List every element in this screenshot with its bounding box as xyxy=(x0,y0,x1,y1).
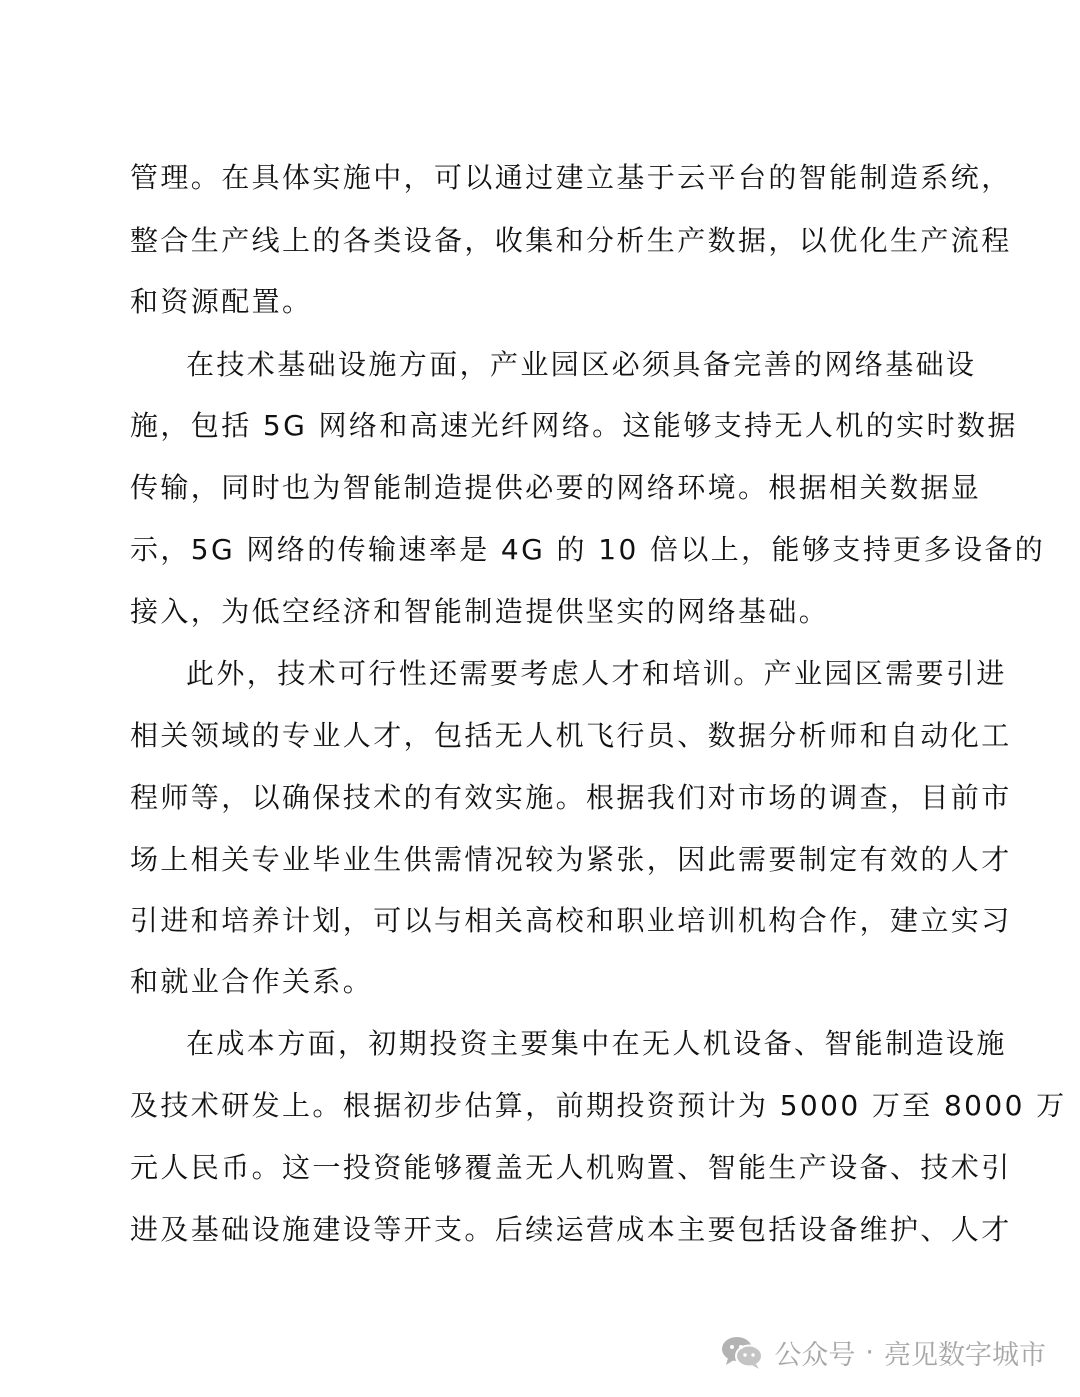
paragraph-start-line: 在技术基础设施方面，产业园区必须具备完善的网络基础设 xyxy=(186,348,977,381)
wechat-icon xyxy=(720,1334,764,1370)
text-line: 相关领域的专业人才，包括无人机飞行员、数据分析师和自动化工 xyxy=(130,719,1012,752)
text-line: 管理。在具体实施中，可以通过建立基于云平台的智能制造系统， xyxy=(130,161,1012,194)
text-line: 场上相关专业毕业生供需情况较为紧张，因此需要制定有效的人才 xyxy=(130,843,1012,876)
text-line: 接入，为低空经济和智能制造提供坚实的网络基础。 xyxy=(130,595,830,628)
text-line: 整合生产线上的各类设备，收集和分析生产数据，以优化生产流程 xyxy=(130,224,1012,257)
watermark-label: 公众号 xyxy=(774,1339,856,1371)
text-line: 施，包括 5G 网络和高速光纤网络。这能够支持无人机的实时数据 xyxy=(130,409,1018,442)
text-line: 元人民币。这一投资能够覆盖无人机购置、智能生产设备、技术引 xyxy=(130,1151,1012,1184)
text-line: 和资源配置。 xyxy=(130,285,313,318)
watermark-separator: · xyxy=(865,1336,874,1368)
text-line: 引进和培养计划，可以与相关高校和职业培训机构合作，建立实习 xyxy=(130,904,1012,937)
text-line: 传输，同时也为智能制造提供必要的网络环境。根据相关数据显 xyxy=(130,471,982,504)
watermark-account: 亮见数字城市 xyxy=(884,1339,1046,1371)
text-line: 程师等，以确保技术的有效实施。根据我们对市场的调查，目前市 xyxy=(130,781,1012,814)
paragraph-start-line: 此外，技术可行性还需要考虑人才和培训。产业园区需要引进 xyxy=(186,657,1007,690)
text-line: 示，5G 网络的传输速率是 4G 的 10 倍以上，能够支持更多设备的 xyxy=(130,533,1046,566)
paragraph-start-line: 在成本方面，初期投资主要集中在无人机设备、智能制造设施 xyxy=(186,1027,1007,1060)
text-line: 和就业合作关系。 xyxy=(130,965,374,998)
text-line: 及技术研发上。根据初步估算，前期投资预计为 5000 万至 8000 万 xyxy=(130,1089,1067,1122)
text-line: 进及基础设施建设等开支。后续运营成本主要包括设备维护、人才 xyxy=(130,1213,1012,1246)
wechat-watermark xyxy=(720,1332,1046,1372)
